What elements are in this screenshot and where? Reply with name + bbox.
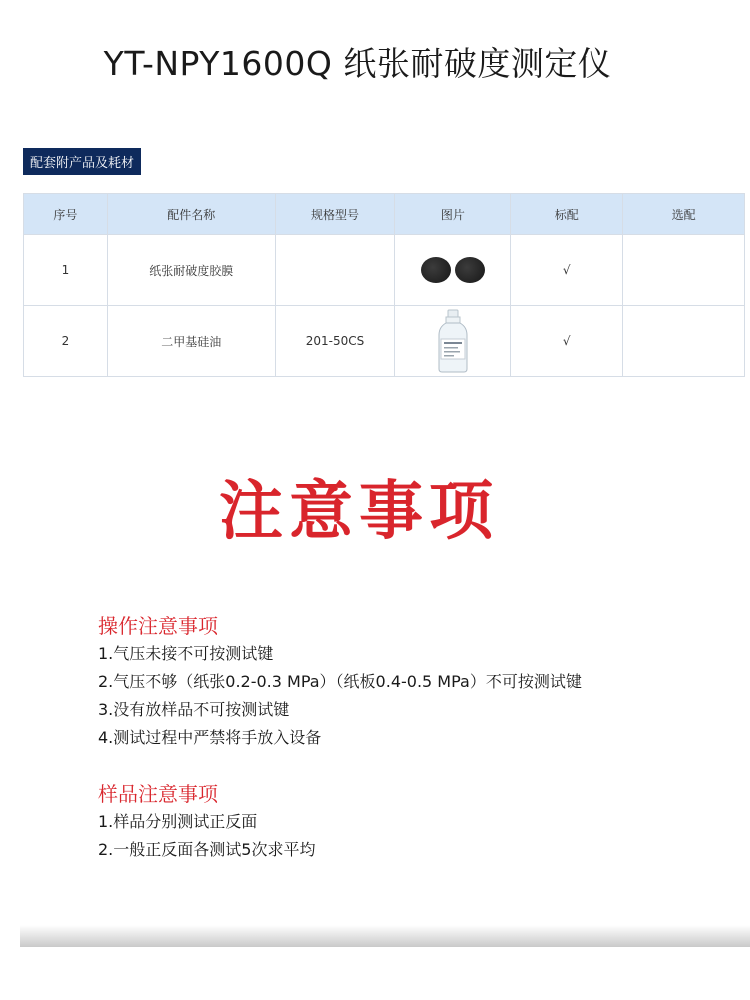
sample-notes-title: 样品注意事项 (98, 782, 218, 806)
sample-note-item: 1.样品分别测试正反面 (98, 812, 258, 831)
row-standard: √ (511, 306, 623, 377)
sample-note-item: 2.一般正反面各测试5次求平均 (98, 840, 316, 859)
row-model: 201-50CS (275, 306, 395, 377)
row-image (395, 306, 511, 377)
gasket-disc-right (455, 257, 485, 283)
row-image (395, 235, 511, 306)
row-optional (623, 306, 745, 377)
operation-note-item: 4.测试过程中严禁将手放入设备 (98, 728, 322, 747)
column-header-standard: 标配 (511, 194, 623, 235)
row-standard: √ (511, 235, 623, 306)
operation-notes-title: 操作注意事项 (98, 614, 218, 638)
row-no: 1 (24, 235, 108, 306)
rubber-gasket-icon (419, 263, 487, 277)
table-header-row (24, 194, 745, 235)
table-row (24, 306, 745, 377)
operation-note-item: 1.气压未接不可按测试键 (98, 644, 274, 663)
accessories-badge: 配套附产品及耗材 (23, 148, 141, 175)
row-optional (623, 235, 745, 306)
column-header-optional: 选配 (623, 194, 745, 235)
gasket-disc-left (421, 257, 451, 283)
notice-heading: 注意事项 (219, 475, 499, 549)
column-header-no: 序号 (24, 194, 108, 235)
row-name: 纸张耐破度胶膜 (107, 235, 275, 306)
column-header-image: 图片 (395, 194, 511, 235)
column-header-name: 配件名称 (107, 194, 275, 235)
operation-note-item: 3.没有放样品不可按测试键 (98, 700, 290, 719)
row-model (275, 235, 395, 306)
column-header-model: 规格型号 (275, 194, 395, 235)
row-no: 2 (24, 306, 108, 377)
oil-bottle-icon (433, 309, 473, 373)
operation-note-item: 2.气压不够（纸张0.2-0.3 MPa）（纸板0.4-0.5 MPa）不可按测试键 (98, 672, 582, 691)
row-name: 二甲基硅油 (107, 306, 275, 377)
page-title: YT-NPY1600Q 纸张耐破度测定仪 (103, 44, 612, 83)
footer-divider (20, 925, 750, 947)
accessories-table (23, 193, 745, 377)
table-row (24, 235, 745, 306)
